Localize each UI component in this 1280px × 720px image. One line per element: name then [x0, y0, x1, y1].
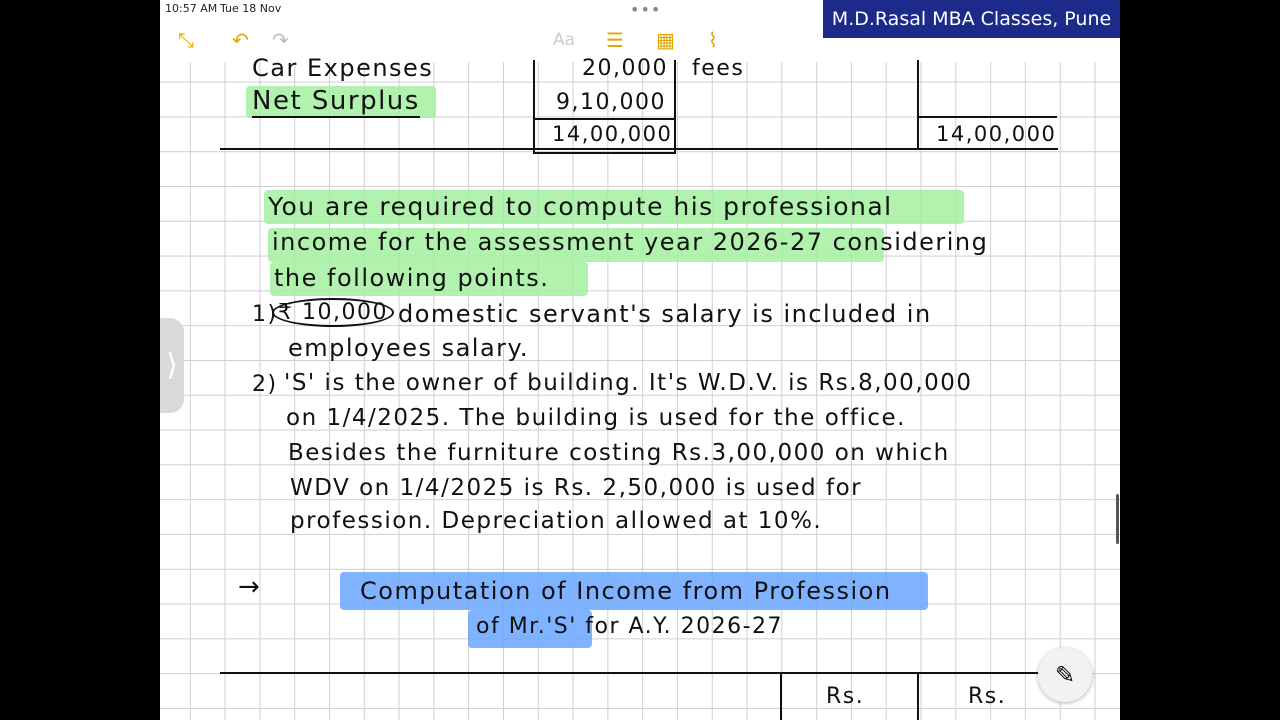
notes-page[interactable] — [160, 0, 1120, 720]
arrow-icon: → — [238, 572, 262, 602]
right-letterbox — [1120, 0, 1280, 720]
redo-icon[interactable]: ↷ — [272, 28, 289, 52]
table-divider — [917, 60, 919, 148]
class-banner: M.D.Rasal MBA Classes, Pune — [823, 0, 1120, 38]
net-surplus-label: Net Surplus — [252, 86, 420, 116]
question-line: income for the assessment year 2026-27 considering — [272, 228, 989, 256]
undo-icon[interactable]: ↶ — [232, 28, 249, 52]
point-text: WDV on 1/4/2025 is Rs. 2,50,000 is used for — [290, 475, 863, 501]
text-format-icon[interactable]: Aa — [553, 30, 576, 50]
question-line: the following points. — [274, 264, 550, 292]
table-icon[interactable]: ▦ — [656, 28, 675, 52]
sidebar-toggle-handle[interactable]: ⟩ — [160, 318, 184, 413]
table-divider — [533, 60, 535, 152]
status-date: Tue 18 Nov — [220, 2, 282, 15]
scrollbar[interactable] — [1116, 494, 1119, 544]
table-divider — [674, 60, 676, 152]
table-bottom-line — [220, 148, 1058, 150]
point-text: employees salary. — [288, 334, 529, 362]
point-number: 1) — [252, 302, 278, 327]
collapse-icon[interactable]: ⤡ — [178, 28, 194, 52]
net-surplus-amount: 9,10,000 — [556, 90, 666, 115]
column-header: Rs. — [826, 684, 865, 709]
point-text: on 1/4/2025. The building is used for the office. — [286, 405, 906, 431]
row-label: Car Expenses — [252, 54, 434, 82]
status-time: 10:57 AM — [165, 2, 218, 15]
table-divider — [917, 672, 919, 720]
checklist-icon[interactable]: ☰ — [606, 28, 624, 52]
left-letterbox — [0, 0, 160, 720]
point-text: 'S' is the owner of building. It's W.D.V. is Rs.8,00,000 — [284, 370, 973, 396]
table-top-line — [220, 672, 1058, 674]
question-line: You are required to compute his professional — [268, 192, 893, 221]
point-text: domestic servant's salary is included in — [398, 300, 932, 328]
total-left: 14,00,000 — [552, 122, 673, 146]
point-number: 2) — [252, 372, 278, 397]
computation-title: Computation of Income from Profession — [360, 577, 892, 605]
row-income: fees — [692, 56, 745, 81]
pencil-tool-icon[interactable]: ✎ — [1038, 648, 1092, 702]
row-amount: 20,000 — [582, 56, 668, 81]
total-line — [533, 152, 676, 154]
point-text: Besides the furniture costing Rs.3,00,000 on which — [288, 440, 950, 466]
computation-subtitle: of Mr.'S' for A.Y. 2026-27 — [476, 614, 784, 639]
table-divider — [780, 672, 782, 720]
total-line — [533, 118, 676, 120]
more-dots-icon[interactable]: ••• — [630, 0, 662, 19]
total-right: 14,00,000 — [936, 122, 1057, 146]
column-header: Rs. — [968, 684, 1007, 709]
point-text: profession. Depreciation allowed at 10%. — [290, 508, 823, 534]
total-line — [917, 116, 1057, 118]
toolbar — [160, 0, 1120, 62]
circled-amount: ₹ 10,000 — [272, 298, 394, 327]
attachment-icon[interactable]: ⌇ — [708, 28, 718, 52]
